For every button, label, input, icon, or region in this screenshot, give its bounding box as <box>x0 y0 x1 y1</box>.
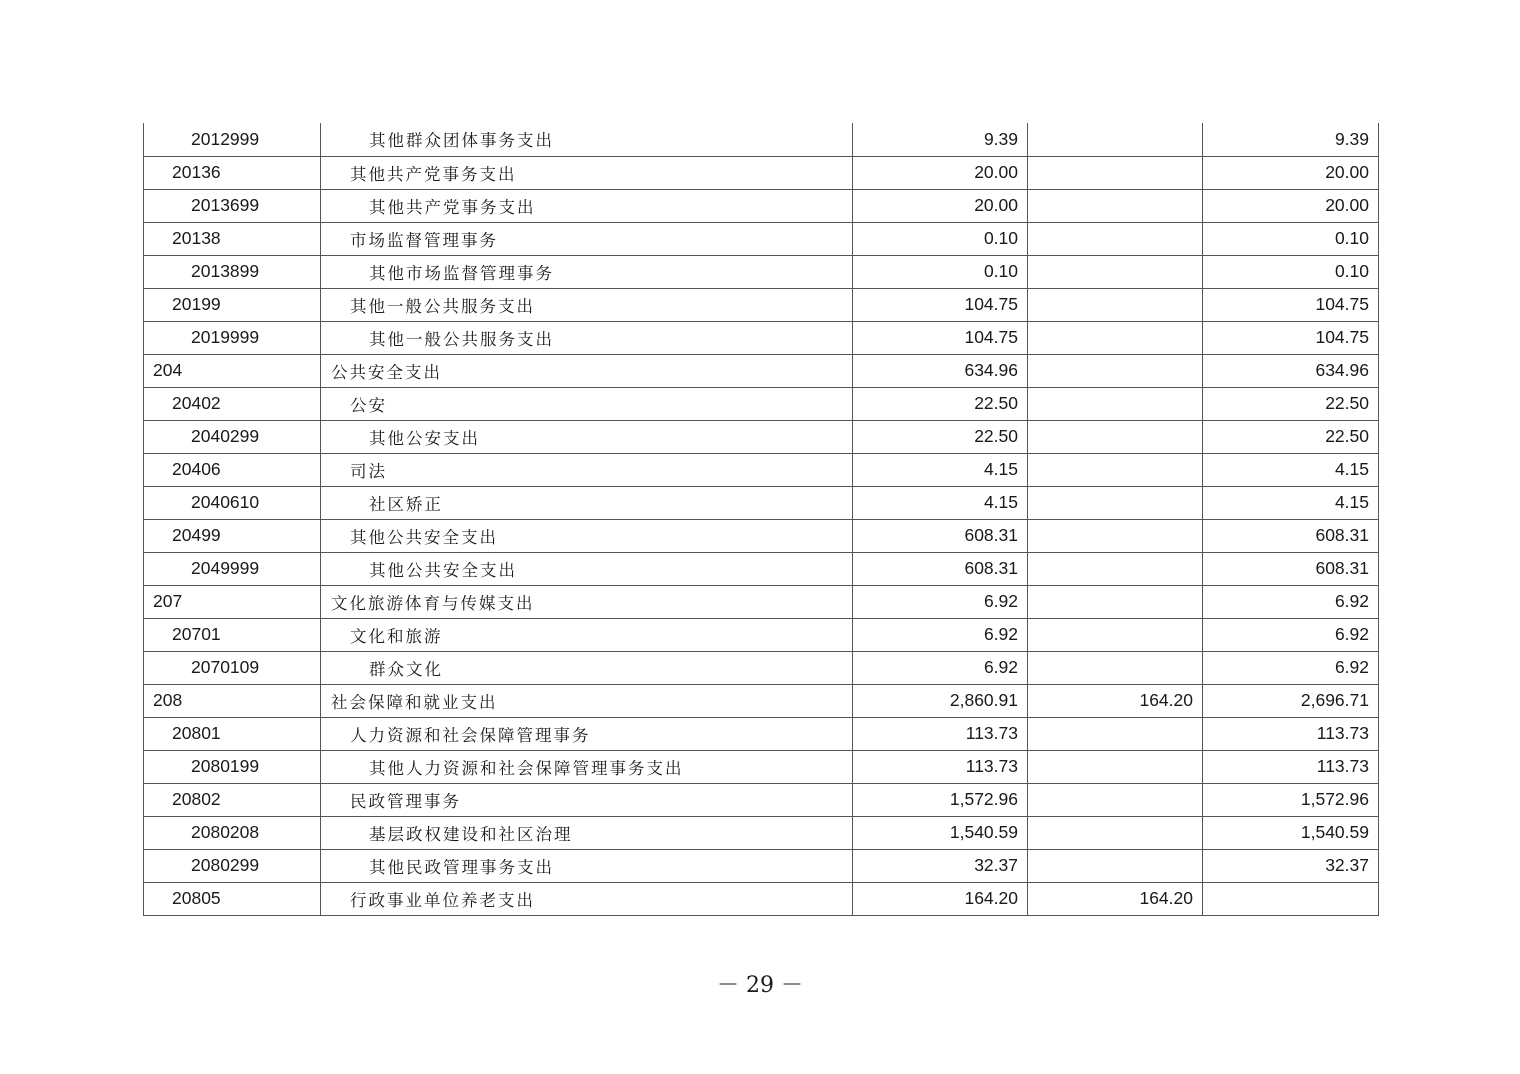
project-expenditure-cell: 1,540.59 <box>1203 816 1379 849</box>
table-row <box>144 222 1379 255</box>
basic-expenditure-cell <box>1028 750 1203 783</box>
subject-code-cell: 20136 <box>144 156 321 189</box>
subject-code-cell: 20499 <box>144 519 321 552</box>
basic-expenditure-cell <box>1028 849 1203 882</box>
basic-expenditure-cell <box>1028 255 1203 288</box>
subject-code-cell: 2013899 <box>144 255 321 288</box>
project-expenditure-cell: 104.75 <box>1203 288 1379 321</box>
total-amount-cell: 0.10 <box>853 255 1028 288</box>
subject-name-cell: 其他公安支出 <box>321 420 853 453</box>
project-expenditure-cell: 2,696.71 <box>1203 684 1379 717</box>
total-amount-cell: 20.00 <box>853 156 1028 189</box>
basic-expenditure-cell <box>1028 651 1203 684</box>
basic-expenditure-cell <box>1028 552 1203 585</box>
basic-expenditure-cell: 164.20 <box>1028 882 1203 915</box>
subject-code-cell: 2040610 <box>144 486 321 519</box>
project-expenditure-cell: 32.37 <box>1203 849 1379 882</box>
subject-code-cell: 20199 <box>144 288 321 321</box>
project-expenditure-cell: 9.39 <box>1203 123 1379 156</box>
subject-code-cell: 2040299 <box>144 420 321 453</box>
subject-code-cell: 20801 <box>144 717 321 750</box>
subject-name-cell: 文化和旅游 <box>321 618 853 651</box>
basic-expenditure-cell <box>1028 618 1203 651</box>
subject-code-cell: 2012999 <box>144 123 321 156</box>
subject-name-cell: 其他公共安全支出 <box>321 552 853 585</box>
subject-name-cell: 公安 <box>321 387 853 420</box>
total-amount-cell: 4.15 <box>853 453 1028 486</box>
total-amount-cell: 608.31 <box>853 552 1028 585</box>
basic-expenditure-cell <box>1028 486 1203 519</box>
subject-code-cell: 20805 <box>144 882 321 915</box>
basic-expenditure-cell <box>1028 420 1203 453</box>
table-row <box>144 816 1379 849</box>
project-expenditure-cell: 22.50 <box>1203 387 1379 420</box>
basic-expenditure-cell <box>1028 189 1203 222</box>
subject-name-cell: 市场监督管理事务 <box>321 222 853 255</box>
basic-expenditure-cell <box>1028 387 1203 420</box>
subject-name-cell: 行政事业单位养老支出 <box>321 882 853 915</box>
basic-expenditure-cell <box>1028 321 1203 354</box>
table-row <box>144 321 1379 354</box>
table-row <box>144 750 1379 783</box>
basic-expenditure-cell <box>1028 783 1203 816</box>
subject-code-cell: 2013699 <box>144 189 321 222</box>
subject-code-cell: 2019999 <box>144 321 321 354</box>
project-expenditure-cell: 4.15 <box>1203 486 1379 519</box>
subject-name-cell: 其他民政管理事务支出 <box>321 849 853 882</box>
subject-code-cell: 204 <box>144 354 321 387</box>
subject-name-cell: 司法 <box>321 453 853 486</box>
table-row <box>144 519 1379 552</box>
total-amount-cell: 4.15 <box>853 486 1028 519</box>
table-row <box>144 684 1379 717</box>
total-amount-cell: 1,540.59 <box>853 816 1028 849</box>
subject-name-cell: 公共安全支出 <box>321 354 853 387</box>
total-amount-cell: 104.75 <box>853 321 1028 354</box>
table-row <box>144 387 1379 420</box>
total-amount-cell: 113.73 <box>853 750 1028 783</box>
project-expenditure-cell <box>1203 882 1379 915</box>
table-body <box>144 123 1379 915</box>
project-expenditure-cell: 22.50 <box>1203 420 1379 453</box>
table-row <box>144 354 1379 387</box>
subject-code-cell: 2080299 <box>144 849 321 882</box>
total-amount-cell: 22.50 <box>853 387 1028 420</box>
basic-expenditure-cell <box>1028 519 1203 552</box>
subject-code-cell: 20802 <box>144 783 321 816</box>
total-amount-cell: 113.73 <box>853 717 1028 750</box>
project-expenditure-cell: 113.73 <box>1203 717 1379 750</box>
table-row <box>144 882 1379 915</box>
table-row <box>144 420 1379 453</box>
subject-code-cell: 207 <box>144 585 321 618</box>
project-expenditure-cell: 608.31 <box>1203 552 1379 585</box>
project-expenditure-cell: 6.92 <box>1203 651 1379 684</box>
table-row <box>144 288 1379 321</box>
basic-expenditure-cell <box>1028 453 1203 486</box>
total-amount-cell: 22.50 <box>853 420 1028 453</box>
table-row <box>144 255 1379 288</box>
subject-code-cell: 20406 <box>144 453 321 486</box>
total-amount-cell: 9.39 <box>853 123 1028 156</box>
total-amount-cell: 6.92 <box>853 618 1028 651</box>
subject-name-cell: 人力资源和社会保障管理事务 <box>321 717 853 750</box>
basic-expenditure-cell <box>1028 717 1203 750</box>
subject-name-cell: 其他共产党事务支出 <box>321 189 853 222</box>
subject-name-cell: 其他人力资源和社会保障管理事务支出 <box>321 750 853 783</box>
table-row <box>144 453 1379 486</box>
subject-name-cell: 社区矫正 <box>321 486 853 519</box>
total-amount-cell: 2,860.91 <box>853 684 1028 717</box>
budget-table <box>143 123 1379 916</box>
total-amount-cell: 164.20 <box>853 882 1028 915</box>
total-amount-cell: 634.96 <box>853 354 1028 387</box>
table-row <box>144 783 1379 816</box>
project-expenditure-cell: 0.10 <box>1203 222 1379 255</box>
subject-name-cell: 群众文化 <box>321 651 853 684</box>
basic-expenditure-cell <box>1028 222 1203 255</box>
total-amount-cell: 0.10 <box>853 222 1028 255</box>
subject-name-cell: 基层政权建设和社区治理 <box>321 816 853 849</box>
total-amount-cell: 32.37 <box>853 849 1028 882</box>
project-expenditure-cell: 6.92 <box>1203 585 1379 618</box>
page-number: － 29 － <box>717 973 803 998</box>
basic-expenditure-cell <box>1028 354 1203 387</box>
basic-expenditure-cell <box>1028 156 1203 189</box>
subject-code-cell: 20402 <box>144 387 321 420</box>
basic-expenditure-cell: 164.20 <box>1028 684 1203 717</box>
subject-name-cell: 社会保障和就业支出 <box>321 684 853 717</box>
table-row <box>144 717 1379 750</box>
project-expenditure-cell: 0.10 <box>1203 255 1379 288</box>
subject-code-cell: 2049999 <box>144 552 321 585</box>
project-expenditure-cell: 6.92 <box>1203 618 1379 651</box>
subject-code-cell: 208 <box>144 684 321 717</box>
project-expenditure-cell: 20.00 <box>1203 189 1379 222</box>
project-expenditure-cell: 113.73 <box>1203 750 1379 783</box>
subject-name-cell: 其他一般公共服务支出 <box>321 321 853 354</box>
subject-name-cell: 其他一般公共服务支出 <box>321 288 853 321</box>
subject-code-cell: 2070109 <box>144 651 321 684</box>
basic-expenditure-cell <box>1028 585 1203 618</box>
subject-name-cell: 民政管理事务 <box>321 783 853 816</box>
table-row <box>144 618 1379 651</box>
project-expenditure-cell: 104.75 <box>1203 321 1379 354</box>
total-amount-cell: 6.92 <box>853 585 1028 618</box>
total-amount-cell: 1,572.96 <box>853 783 1028 816</box>
subject-name-cell: 其他公共安全支出 <box>321 519 853 552</box>
total-amount-cell: 104.75 <box>853 288 1028 321</box>
subject-name-cell: 其他市场监督管理事务 <box>321 255 853 288</box>
subject-name-cell: 文化旅游体育与传媒支出 <box>321 585 853 618</box>
table-row <box>144 156 1379 189</box>
project-expenditure-cell: 634.96 <box>1203 354 1379 387</box>
basic-expenditure-cell <box>1028 288 1203 321</box>
subject-name-cell: 其他群众团体事务支出 <box>321 123 853 156</box>
table-row <box>144 849 1379 882</box>
table-row <box>144 123 1379 156</box>
table-row <box>144 585 1379 618</box>
subject-code-cell: 2080208 <box>144 816 321 849</box>
table-row <box>144 486 1379 519</box>
subject-code-cell: 2080199 <box>144 750 321 783</box>
project-expenditure-cell: 20.00 <box>1203 156 1379 189</box>
table-row <box>144 552 1379 585</box>
table-row <box>144 189 1379 222</box>
basic-expenditure-cell <box>1028 816 1203 849</box>
project-expenditure-cell: 1,572.96 <box>1203 783 1379 816</box>
basic-expenditure-cell <box>1028 123 1203 156</box>
subject-code-cell: 20701 <box>144 618 321 651</box>
total-amount-cell: 6.92 <box>853 651 1028 684</box>
table-row <box>144 651 1379 684</box>
total-amount-cell: 20.00 <box>853 189 1028 222</box>
subject-code-cell: 20138 <box>144 222 321 255</box>
total-amount-cell: 608.31 <box>853 519 1028 552</box>
subject-name-cell: 其他共产党事务支出 <box>321 156 853 189</box>
project-expenditure-cell: 4.15 <box>1203 453 1379 486</box>
project-expenditure-cell: 608.31 <box>1203 519 1379 552</box>
